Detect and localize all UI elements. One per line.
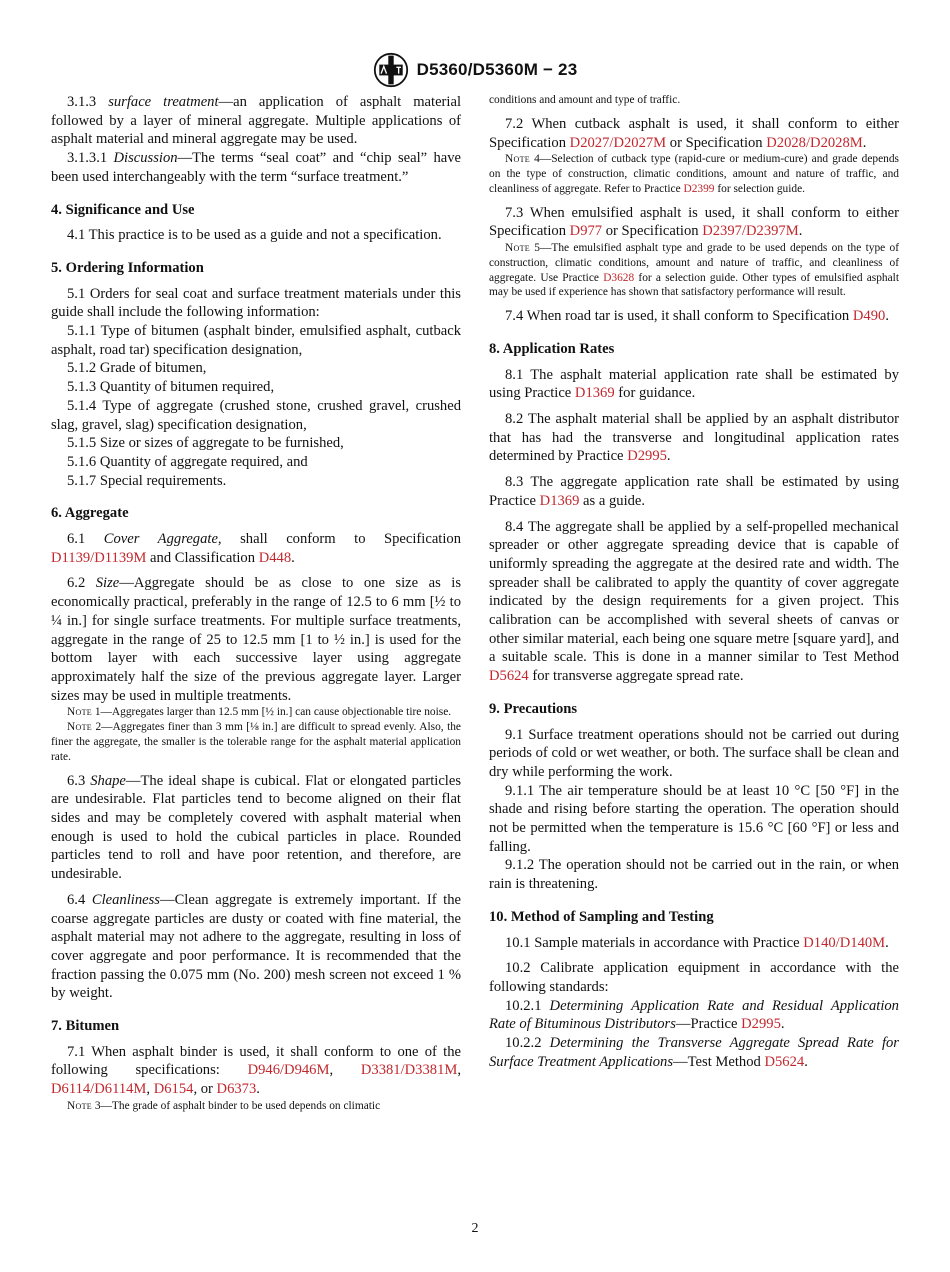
- section-heading-8: 8. Application Rates: [489, 340, 615, 357]
- para-4-1: 4.1 This practice is to be used as a guide and not a specification.: [67, 227, 442, 244]
- ref-link[interactable]: D2028/D2028M: [766, 134, 863, 151]
- note-3: Note 3—The grade of asphalt binder to be used depends on climatic: [67, 1099, 381, 1112]
- ref-link[interactable]: D2995: [627, 448, 667, 465]
- para-7-3: 7.3 When emulsified asphalt is used, it shall conform to either Specification D977 or Specification D2397/D2397M.: [489, 204, 899, 240]
- para-5-1-7: 5.1.7 Special requirements.: [67, 472, 227, 489]
- para-7-2: 7.2 When cutback asphalt is used, it shall conform to either Specification D2027/D2027M or Specification D2028/D2028M.: [489, 115, 899, 151]
- para-9-1-2: 9.1.2 The operation should not be carried out in the rain, or when rain is threatening.: [489, 857, 899, 893]
- note-3-continued: conditions and amount and type of traffic.: [489, 94, 681, 106]
- para-6-3: 6.3 Shape—The ideal shape is cubical. Flat or elongated particles are undesirable. Flat particles tend to become aligned on their flat sides and may be completely covered with asphalt material when enough is used to hold the cubical particles in place. Rounded particles tend to roll and have poor retention, and therefore, are undesirable.: [51, 772, 462, 883]
- ref-link[interactable]: D6114/D6114M: [51, 1081, 147, 1098]
- document-designation: D5360/D5360M − 23: [416, 60, 578, 79]
- ref-link[interactable]: D6373: [216, 1081, 257, 1098]
- section-heading-4: 4. Significance and Use: [51, 201, 195, 218]
- ref-link[interactable]: D140/D140M: [803, 934, 886, 951]
- para-8-2: 8.2 The asphalt material shall be applied by an asphalt distributor that has had the transverse and longitudinal application rates determined by Practice D2995.: [489, 411, 899, 465]
- para-3-1-3: 3.1.3 surface treatment—an application of asphalt material followed by a layer of mineral aggregate. Multiple applications of asphalt material and mineral aggregate may be used.: [51, 94, 461, 148]
- para-10-2-1: 10.2.1 Determining Application Rate and Residual Application Rate of Bituminous Distributors—Practice D2995.: [489, 997, 899, 1033]
- section-heading-9: 9. Precautions: [489, 700, 578, 717]
- ref-link[interactable]: D946/D946M: [247, 1062, 330, 1079]
- section-heading-7: 7. Bitumen: [51, 1018, 120, 1035]
- para-9-1: 9.1 Surface treatment operations should not be carried out during periods of cold or wet weather, or both. The surface shall be clean and dry while performing the work.: [489, 726, 899, 780]
- ref-link[interactable]: D2995: [741, 1016, 781, 1033]
- page-number: 2: [471, 1221, 479, 1236]
- ref-link[interactable]: D490: [852, 308, 886, 325]
- para-5-1-6: 5.1.6 Quantity of aggregate required, and: [67, 453, 308, 470]
- para-10-1: 10.1 Sample materials in accordance with Practice D140/D140M.: [505, 934, 889, 951]
- para-5-1: 5.1 Orders for seal coat and surface treatment materials under this guide shall include the following information:: [51, 285, 461, 321]
- para-9-1-1: 9.1.1 The air temperature should be at least 10 °C [50 °F] in the shade and rising before starting the operation. The operation should not be permitted when the temperature is 15.6 °C [60 °F] or less and falling.: [489, 782, 899, 855]
- para-8-3: 8.3 The aggregate application rate shall be estimated by using Practice D1369 as a guide.: [489, 474, 899, 509]
- ref-link[interactable]: D2027/D2027M: [569, 134, 667, 151]
- ref-link[interactable]: D2397/D2397M: [702, 223, 799, 240]
- left-column: [51, 93, 461, 1114]
- para-5-1-4: 5.1.4 Type of aggregate (crushed stone, crushed gravel, crushed slag, gravel, slag) specification designation,: [51, 397, 461, 433]
- section-heading-6: 6. Aggregate: [51, 505, 129, 522]
- ref-link[interactable]: D1369: [539, 492, 580, 509]
- para-10-2-2: 10.2.2 Determining the Transverse Aggregate Spread Rate for Surface Treatment Applications—Test Method D5624.: [489, 1035, 899, 1070]
- para-8-4: 8.4 The aggregate shall be applied by a self-propelled mechanical spreader or other aggregate spreading device that is capable of uniformly spreading the aggregate at the desired rate and width. The spreader shall be calibrated to apply the quantity of cover aggregate indicated by the design requirements for a given project. This calibration can be accomplished with several sheets of canvas or other similar material, each being one square metre [square yard], and a suitable scale. This is done in a manner similar to Test Method D5624 for transverse aggregate spread rate.: [489, 518, 899, 685]
- para-3-1-3-1: 3.1.3.1 Discussion—The terms “seal coat” and “chip seal” have been used interchangeably with the term “surface treatment.”: [51, 150, 461, 185]
- para-10-2: 10.2 Calibrate application equipment in accordance with the following standards:: [489, 960, 899, 995]
- para-6-1: 6.1 Cover Aggregate, shall conform to Specification D1139/D1139M and Classification D448.: [51, 531, 462, 566]
- ref-link[interactable]: D3628: [603, 271, 635, 284]
- note-5: Note 5—The emulsified asphalt type and grade to be used depends on the type of construction, climatic conditions, amount and nature of traffic, and cleanliness of aggregate. Use Practice D3628 for a selection guide. Other types of emulsified asphalt may be used if experience has shown that satisfactory performance will result.: [489, 242, 899, 299]
- para-5-1-2: 5.1.2 Grade of bitumen,: [67, 360, 207, 377]
- ref-link[interactable]: D2399: [683, 182, 715, 195]
- right-column: [489, 93, 899, 1072]
- para-7-1: 7.1 When asphalt binder is used, it shall conform to one of the following specifications: D946/D946M, D3381/D3381M, D6114/D6114M, D6154, or D6373.: [51, 1043, 461, 1098]
- para-5-1-1: 5.1.1 Type of bitumen (asphalt binder, emulsified asphalt, cutback asphalt, road tar) specification designation,: [51, 323, 461, 358]
- note-1: Note 1—Aggregates larger than 12.5 mm [½ in.] can cause objectionable tire noise.: [67, 706, 452, 719]
- para-6-2: 6.2 Size—Aggregate should be as close to one size as is economically practical, preferably in the range of 12.5 to 6 mm [½ to ¼ in.] for single surface treatments. For multiple surface treatments, aggregate in the range of 25 to 12.5 mm [1 to ½ in.] is used for the bottom layer with each successive layer using aggregate approximately half the size of the previous aggregate layer. Larger sizes may be used in multiple treatments.: [51, 575, 462, 704]
- para-6-4: 6.4 Cleanliness—Clean aggregate is extremely important. If the coarse aggregate particles are dusty or coated with fine material, the asphalt material may not adhere to the aggregate, resulting in loss of cover aggregate and poor performance. It is recommended that the fraction passing the 0.075 mm (No. 200) mesh screen not exceed 1 % by weight.: [51, 891, 462, 1002]
- ref-link[interactable]: D448: [258, 549, 292, 566]
- para-5-1-5: 5.1.5 Size or sizes of aggregate to be furnished,: [67, 435, 344, 452]
- ref-link[interactable]: D977: [569, 223, 603, 240]
- note-4: Note 4—Selection of cutback type (rapid-cure or medium-cure) and grade depends on the type of construction, climatic conditions, amount and nature of traffic, and cleanliness of aggregate. Refer to Practice D2399 for selection guide.: [489, 153, 899, 195]
- ref-link[interactable]: D5624: [764, 1053, 805, 1070]
- ref-link[interactable]: D1139/D1139M: [51, 549, 147, 566]
- section-heading-5: 5. Ordering Information: [51, 259, 204, 276]
- page-header: [0, 50, 950, 90]
- ref-link[interactable]: D3381/D3381M: [360, 1062, 458, 1079]
- ref-link[interactable]: D6154: [153, 1081, 194, 1098]
- ref-link[interactable]: D5624: [489, 668, 529, 685]
- para-7-4: 7.4 When road tar is used, it shall conform to Specification D490.: [505, 308, 889, 325]
- astm-logo-icon: [373, 52, 409, 88]
- note-2: Note 2—Aggregates finer than 3 mm [⅛ in.] are difficult to spread evenly. Also, the finer the aggregate, the smaller is the tolerable range for the asphalt material application rate.: [51, 721, 461, 763]
- para-8-1: 8.1 The asphalt material application rate shall be estimated by using Practice D1369 for guidance.: [489, 366, 899, 402]
- section-heading-10: 10. Method of Sampling and Testing: [489, 908, 714, 925]
- ref-link[interactable]: D1369: [574, 385, 615, 402]
- para-5-1-3: 5.1.3 Quantity of bitumen required,: [67, 379, 275, 396]
